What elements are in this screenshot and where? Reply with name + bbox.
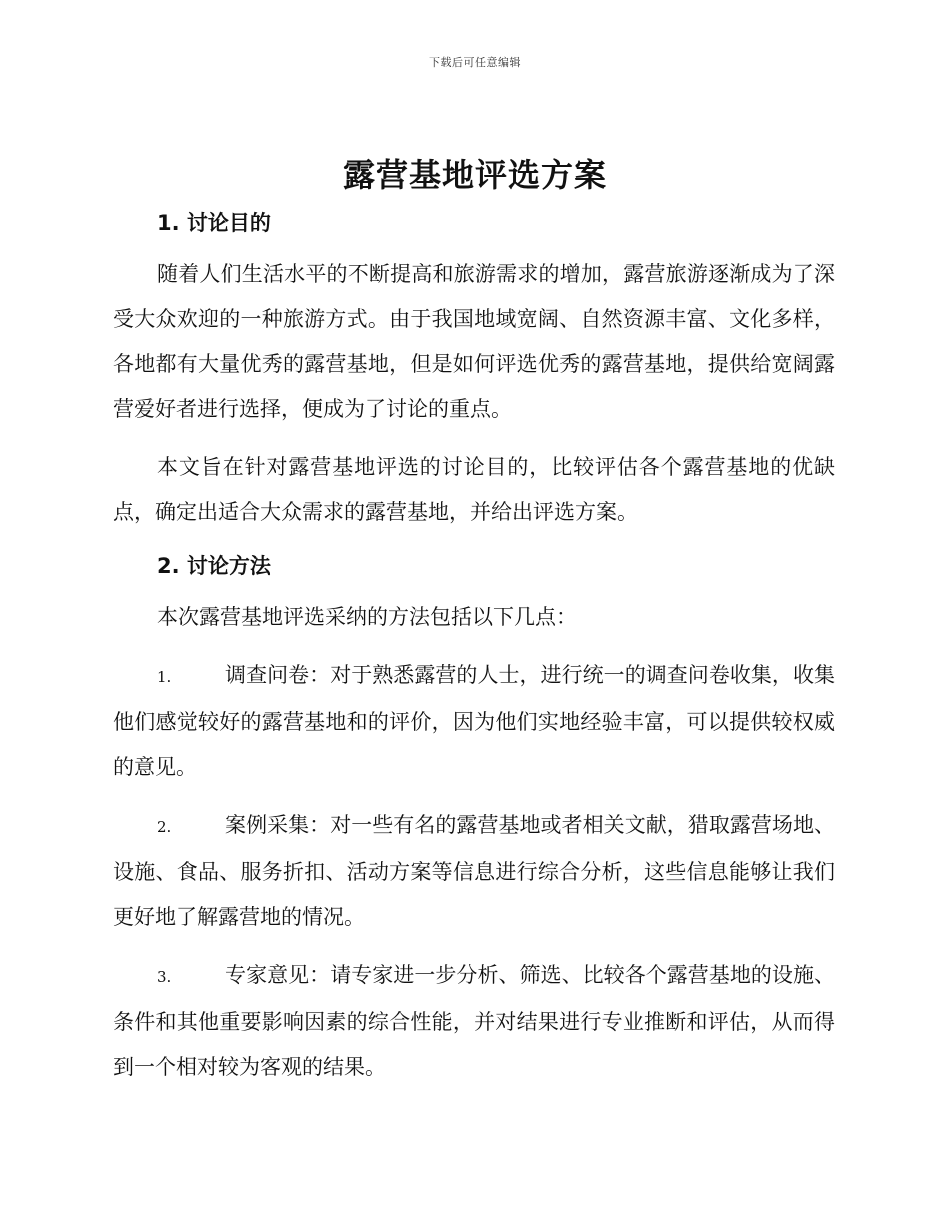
paragraph: 本次露营基地评选采纳的方法包括以下几点： [157, 605, 577, 629]
list-item-number: 2. [157, 818, 172, 836]
list-item [113, 653, 835, 790]
list-item-text: 调查问卷：对于熟悉露营的人士，进行统一的调查问卷收集，收集他们感觉较好的露营基地和的评价，因为他们实地经验丰富，可以提供较权威的意见。 [113, 663, 835, 779]
list-item-text: 专家意见：请专家进一步分析、筛选、比较各个露营基地的设施、条件和其他重要影响因素的综合性能，并对结果进行专业推断和评估，从而得到一个相对较为客观的结果。 [113, 963, 835, 1079]
list-item [113, 803, 835, 940]
paragraph: 随着人们生活水平的不断提高和旅游需求的增加，露营旅游逐渐成为了深受大众欢迎的一种旅游方式。由于我国地域宽阔、自然资源丰富、文化多样，各地都有大量优秀的露营基地，但是如何评选优秀的露营基地，提供给宽阔露营爱好者进行选择，便成为了讨论的重点。 [113, 262, 835, 421]
list-item-text: 案例采集：对一些有名的露营基地或者相关文献，猎取露营场地、设施、食品、服务折扣、活动方案等信息进行综合分析，这些信息能够让我们更好地了解露营地的情况。 [113, 813, 835, 929]
section-heading-method: 2. 讨论方法 [157, 554, 271, 578]
paragraph: 本文旨在针对露营基地评选的讨论目的，比较评估各个露营基地的优缺点，确定出适合大众需求的露营基地，并给出评选方案。 [113, 455, 835, 524]
document-title: 露营基地评选方案 [342, 156, 607, 194]
document-body [113, 206, 835, 1103]
list-item-number: 3. [157, 968, 172, 986]
list-item-number: 1. [157, 668, 172, 686]
page-header: 下载后可任意编辑 [429, 56, 521, 69]
section-heading-purpose: 1. 讨论目的 [157, 211, 271, 235]
list-item [113, 953, 835, 1090]
